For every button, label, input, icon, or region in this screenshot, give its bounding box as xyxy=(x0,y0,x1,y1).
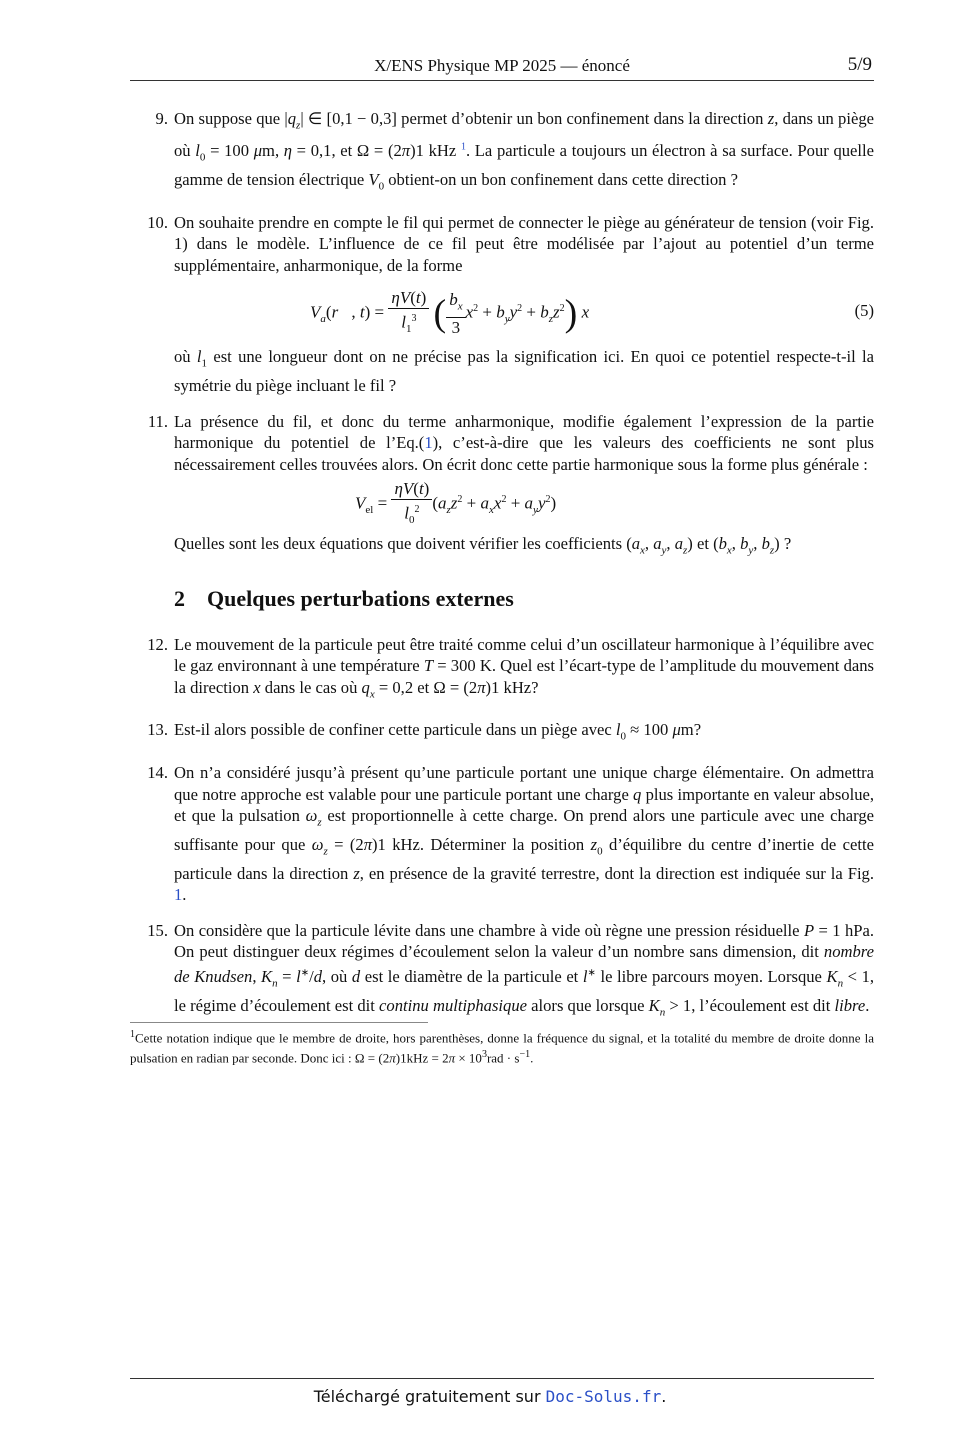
question-text: On souhaite prendre en compte le fil qui permet de connecter le piège au générateur de tension (voir Fig. 1) dans le modèle. L’influence de ce fil peut être modélisée par l’ajout au potentiel d’un terme supplémentaire, anharmonique, de la forme xyxy=(174,212,874,275)
footnote-rule xyxy=(130,1022,428,1023)
page-number: 5/9 xyxy=(847,54,872,75)
question-text: On considère que la particule lévite dans une chambre à vide où règne une pression résiduelle P = 1 hPa. On peut distinguer deux régimes d’écoulement selon la valeur d’un nombre sans dimension, dit nombre de Knudsen, $K_n = l^∗/d$, où d est le diamètre de la particule et l∗ le libre parcours moyen. Lorsque $K_n < 1$, le régime d’écoulement est dit continu multiphasique alors que lorsque $K_n > 1$, l’écoulement est dit libre. xyxy=(174,920,875,1019)
question-text: où $l_1$ est une longueur dont on ne précise pas la signification ici. En quoi ce potentiel respecte-t-il la symétrie du piège incluant le fil ? xyxy=(174,347,874,396)
question-number: 9. xyxy=(155,109,168,128)
question-15 xyxy=(130,920,874,1024)
equation-ref[interactable]: 1 xyxy=(424,433,433,453)
question-number: 10. xyxy=(147,212,168,232)
page-content xyxy=(130,108,874,1038)
figure-ref[interactable]: 1 xyxy=(174,885,183,905)
question-number: 13. xyxy=(147,720,168,740)
question-text: On n’a considéré jusqu’à présent qu’une particule portant une unique charge élémentaire. On admettra que notre approche est valable pour une particule portant une charge q plus importante en valeur absolue, et que la pulsation $\omega_z$ est proportionnelle à cette charge. On prend alors une particule avec une charge suffisante pour que $\omega_z = (2\pi)1$ kHz. Déterminer la position $z_0$ d’équilibre du centre d’inertie de cette particule dans la direction z, en présence de la gravité terrestre, dont la direction est indiquée sur la Fig. 1. xyxy=(174,763,875,905)
section-title: Quelques perturbations externes xyxy=(207,586,514,612)
question-text: Quelles sont les deux équations que doivent vérifier les coefficients ($a_x$, $a_y$, $a_z$) et ($b_x$, $b_y$, $b_z$) ? xyxy=(174,534,792,557)
question-number: 12. xyxy=(147,634,168,654)
footnote: $^1$Cette notation indique que le membre de droite, hors parenthèses, donne la fréquence du signal, et la totalité du membre de droite donne la pulsation en radian par seconde. Donc ici : $\Omega = (2\pi)1kHz = 2\pi \times 10^3rad \cdot s^{-1}$. xyxy=(130,1029,874,1066)
section-heading xyxy=(174,588,874,610)
equation-body: $V_a(r⃗$, t) = $\frac{\eta V(t)}{l_1^3}$ ( $\frac{b_x}{3}$ $x^2 + b_yy^2 + b_zz^2$) x xyxy=(310,288,590,337)
equation-5 xyxy=(130,282,874,342)
question-text: On suppose que $|q_z|$ ∈ [0,1 − 0,3] permet d’obtenir un bon confinement dans la direction z, dans un piège où $l_0 = 100$ μm, η = 0,1, et Ω = (2π)1 kHz $^1$. La particule a toujours un électron à sa surface. Pour quelle gamme de tension électrique $V_0$ obtient-on un bon confinement dans cette direction ? xyxy=(174,109,874,193)
question-11 xyxy=(130,411,874,476)
question-number: 11. xyxy=(147,411,168,431)
question-14 xyxy=(130,762,874,906)
question-10-followup xyxy=(130,346,874,396)
question-11-followup xyxy=(130,533,874,562)
page-header xyxy=(130,54,874,81)
question-text: La présence du fil, et donc du terme anharmonique, modifie également l’expression de la partie harmonique du potentiel de l’Eq.(1), c’est-à-dire que les valeurs des coefficients ne sont plus nécessairement celles trouvées alors. On écrit donc cette partie harmonique sous la forme plus générale : xyxy=(174,411,874,474)
question-number: 14. xyxy=(147,763,168,783)
equation-vel xyxy=(130,477,874,527)
equation-number: (5) xyxy=(854,301,874,321)
question-text: Le mouvement de la particule peut être traité comme celui d’un oscillateur harmonique à l’équilibre avec le gaz environnant à une température T = 300 K. Quel est l’écart-type de l’amplitude du mouvement dans la direction x dans le cas où $q_x = 0,2$ et Ω = (2π)1 kHz? xyxy=(174,634,874,700)
footer-suffix: . xyxy=(661,1387,667,1406)
question-10 xyxy=(130,212,874,277)
footer-rule xyxy=(130,1378,874,1379)
header-title: X/ENS Physique MP 2025 — énoncé xyxy=(374,56,630,75)
question-9 xyxy=(130,108,874,198)
question-text: Est-il alors possible de confiner cette particule dans un piège avec $l_0 \approx 100$ μm? xyxy=(174,720,702,743)
footer-prefix: Téléchargé gratuitement sur xyxy=(313,1387,541,1406)
question-number: 15. xyxy=(147,920,168,940)
question-13 xyxy=(130,719,874,748)
footnote-ref[interactable]: 1 xyxy=(460,141,466,153)
equation-body: $V_{el}$ = $\frac{\eta V(t)}{l_0^2}$ $(a_zz^2 + a_xx^2 + a_yy^2)$ xyxy=(355,479,557,527)
footer-site-link[interactable]: Doc-Solus.fr xyxy=(545,1387,662,1406)
page-footer xyxy=(0,1387,980,1406)
section-number: 2 xyxy=(174,586,185,612)
question-12 xyxy=(130,634,874,706)
